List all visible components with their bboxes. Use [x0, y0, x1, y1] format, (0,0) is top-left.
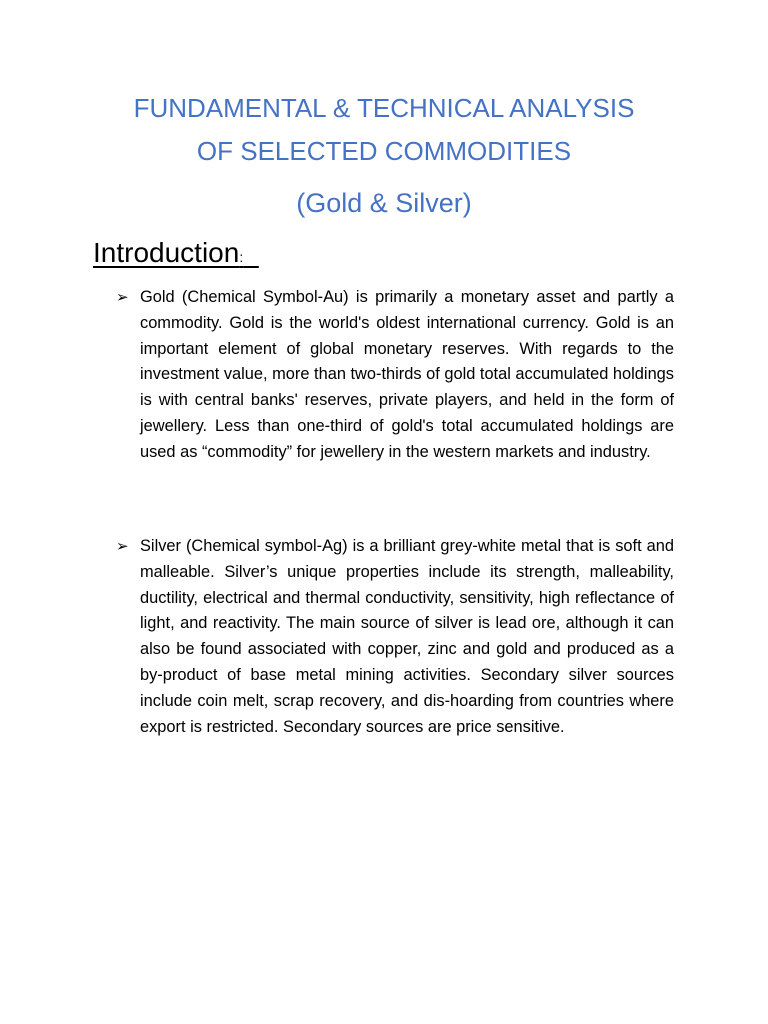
arrow-bullet-icon: ➢ [116, 289, 129, 306]
bullet-text-gold: Gold (Chemical Symbol-Au) is primarily a monetary asset and partly a commodity. Gold is the world's oldest international currency. Gold is an important element of global monetary reserves. With regards to the investment value, more than two-thirds of gold total accumulated holdings is with central banks' reserves, private players, and held in the form of jewellery. Less than one-third of gold's total accumulated holdings are used as “commodity” for jewellery in the western markets and industry. [140, 288, 674, 461]
document-subtitle: (Gold & Silver) [296, 188, 472, 218]
section-heading-text: Introduction [93, 237, 240, 268]
arrow-bullet-icon: ➢ [116, 538, 129, 555]
bullet-text-silver: Silver (Chemical symbol-Ag) is a brilliant grey-white metal that is soft and malleable. Silver’s unique properties include its strength, malleability, ductility, electrical and thermal conductivity, sensitivity, high reflectance of light, and reactivity. The main source of silver is lead ore, although it can also be found associated with copper, zinc and gold and produced as a by-product of base metal mining activities. Secondary silver sources include coin melt, scrap recovery, and dis-hoarding from countries where export is restricted. Secondary sources are price sensitive. [140, 537, 674, 736]
section-heading [93, 236, 259, 274]
document-title-line-2: OF SELECTED COMMODITIES [196, 136, 572, 166]
list-item [116, 285, 674, 466]
bullet-list-silver [116, 534, 674, 740]
bullet-list-gold [116, 285, 674, 466]
list-item [116, 534, 674, 740]
section-heading-colon: : [239, 249, 244, 265]
document-title-line-1: FUNDAMENTAL & TECHNICAL ANALYSIS [133, 93, 635, 123]
